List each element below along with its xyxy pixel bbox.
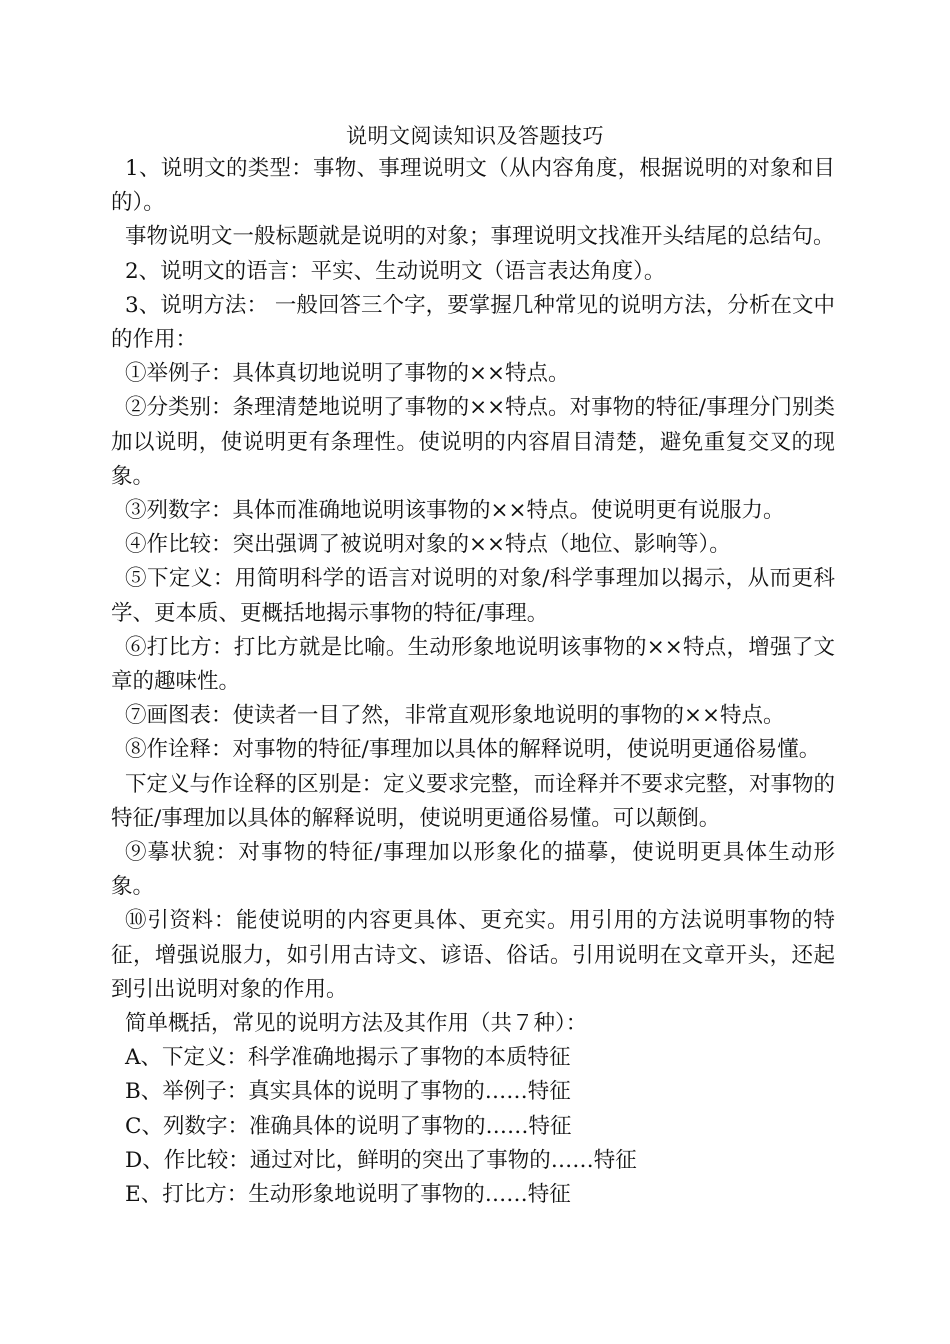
paragraph-method-analogy: ⑥打比方：打比方就是比喻。生动形象地说明该事物的××特点，增强了文章的趣味性。 — [111, 634, 835, 695]
summary-item-c: C、列数字：准确具体的说明了事物的……特征 — [125, 1113, 572, 1139]
document-title: 说明文阅读知识及答题技巧 — [346, 124, 604, 148]
paragraph-summary-intro: 简单概括，常见的说明方法及其作用（共７种）： — [125, 1011, 588, 1037]
paragraph-method-numbers: ③列数字：具体而准确地说明该事物的××特点。使说明更有说服力。 — [125, 498, 785, 524]
summary-item-b: B、举例子：真实具体的说明了事物的……特征 — [125, 1079, 571, 1105]
paragraph-method-citation: ⑩引资料：能使说明的内容更具体、更充实。用引用的方法说明事物的特征，增强说服力，如引用古诗文、谚语、俗话。引用说明在文章开头，还起到引出说明对象的作用。 — [111, 908, 835, 1002]
paragraph-method-comparison: ④作比较：突出强调了被说明对象的××特点（地位、影响等）。 — [125, 532, 731, 558]
paragraph-method-description: ⑨摹状貌：对事物的特征/事理加以形象化的描摹，使说明更具体生动形象。 — [111, 840, 835, 900]
paragraph-method-examples: ①举例子：具体真切地说明了事物的××特点。 — [125, 361, 570, 387]
paragraph-language: 2、说明文的语言：平实、生动说明文（语言表达角度）。 — [125, 258, 666, 284]
paragraph-definition-vs-explanation: 下定义与作诠释的区别是：定义要求完整，而诠释并不要求完整，对事物的特征/事理加以具体的解释说明，使说明更通俗易懂。可以颠倒。 — [111, 771, 835, 831]
paragraph-text-types: 1、说明文的类型：事物、事理说明文（从内容角度，根据说明的对象和目的）。 — [111, 156, 835, 216]
paragraph-method-classification: ②分类别：条理清楚地说明了事物的××特点。对事物的特征/事理分门别类加以说明，使说明更有条理性。使说明的内容眉目清楚，避免重复交叉的现象。 — [111, 395, 835, 489]
document-body — [111, 152, 835, 1212]
summary-item-d: D、作比较：通过对比，鲜明的突出了事物的……特征 — [125, 1147, 637, 1173]
paragraph-method-definition: ⑤下定义：用简明科学的语言对说明的对象/科学事理加以揭示，从而更科学、更本质、更概括地揭示事物的特征/事理。 — [111, 566, 835, 626]
paragraph-method-explanation: ⑧作诠释：对事物的特征/事理加以具体的解释说明，使说明更通俗易懂。 — [125, 737, 821, 763]
summary-item-a: A、下定义：科学准确地揭示了事物的本质特征 — [125, 1045, 571, 1071]
paragraph-method-charts: ⑦画图表：使读者一目了然，非常直观形象地说明的事物的××特点。 — [125, 703, 785, 729]
paragraph-methods-intro: 3、说明方法： 一般回答三个字，要掌握几种常见的说明方法，分析在文中的作用： — [111, 292, 835, 353]
summary-item-e: E、打比方：生动形象地说明了事物的……特征 — [125, 1182, 571, 1208]
paragraph-text-types-note: 事物说明文一般标题就是说明的对象；事理说明文找准开头结尾的总结句。 — [125, 224, 835, 250]
